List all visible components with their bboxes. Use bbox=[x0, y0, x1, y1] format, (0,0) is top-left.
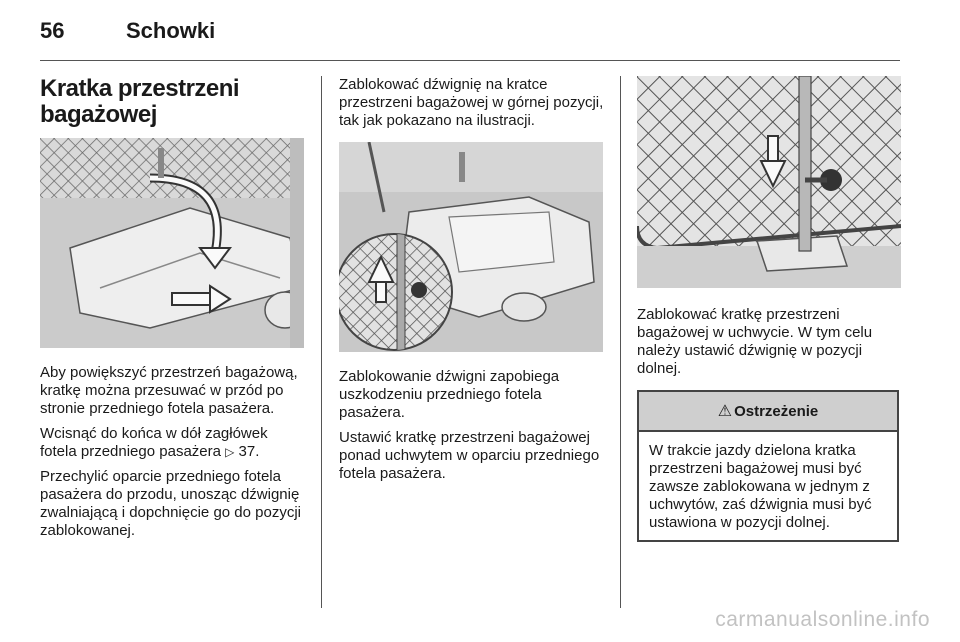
warning-header bbox=[639, 392, 897, 432]
figure-lever-upper bbox=[339, 142, 603, 352]
column-1 bbox=[40, 76, 304, 547]
col3-paragraph: Zablokować kratkę przestrzeni bagażowej w uchwycie. W tym celu należy ustawić dźwignię w pozycji dolnej. bbox=[637, 306, 873, 377]
section-title-line-2: bagażowej bbox=[40, 101, 157, 128]
section-title-line-1: Kratka przestrzeni bbox=[40, 75, 240, 102]
col1-paragraph-2-text: Wcisnąć do końca w dół zagłówek fotela przedniego pasażera bbox=[40, 425, 268, 460]
col2-paragraph-1: Zablokowanie dźwigni zapobiega uszkodzeniu przedniego fotela pasażera. bbox=[339, 368, 560, 421]
watermark: carmanualsonline.info bbox=[715, 608, 930, 631]
column-divider-1 bbox=[321, 76, 322, 608]
figure-seat-fold bbox=[40, 138, 304, 348]
page-number: 56 bbox=[40, 18, 65, 43]
col1-paragraph-2 bbox=[40, 425, 304, 461]
figure-lever-lower bbox=[637, 76, 901, 288]
column-divider-2 bbox=[620, 76, 621, 608]
col1-paragraph-1: Aby powiększyć przestrzeń bagażową, kratkę można przesuwać w przód po stronie przedniego fotela pasażera. bbox=[40, 364, 298, 417]
warning-text: W trakcie jazdy dzielona kratka przestrzeni bagażowej musi być zawsze zablokowana w jednym z uchwytów, zaś dźwignia musi być ustawiona w pozycji dolnej. bbox=[649, 442, 872, 531]
column-2 bbox=[339, 76, 605, 490]
col2-paragraph-2: Ustawić kratkę przestrzeni bagażowej ponad uchwytem w oparciu przedniego fotela pasażera. bbox=[339, 429, 600, 482]
page-ref-number[interactable]: 37. bbox=[238, 443, 260, 460]
col1-paragraph-3: Przechylić oparcie przedniego fotela pasażera do przodu, unosząc dźwignię zwalniającą i dopchnięcie go do pozycji zablokowanej. bbox=[40, 468, 301, 539]
header-rule bbox=[40, 60, 900, 61]
col2-intro: Zablokować dźwignię na kratce przestrzeni bagażowej w górnej pozycji, tak jak pokazano na ilustracji. bbox=[339, 76, 604, 129]
section-title bbox=[40, 76, 304, 128]
column-3 bbox=[637, 76, 901, 542]
warning-title: Ostrzeżenie bbox=[734, 402, 819, 420]
chapter-title: Schowki bbox=[126, 18, 216, 43]
warning-icon: ⚠ bbox=[717, 403, 733, 420]
page-ref-icon: ▷ bbox=[225, 445, 235, 459]
warning-box bbox=[637, 390, 899, 542]
